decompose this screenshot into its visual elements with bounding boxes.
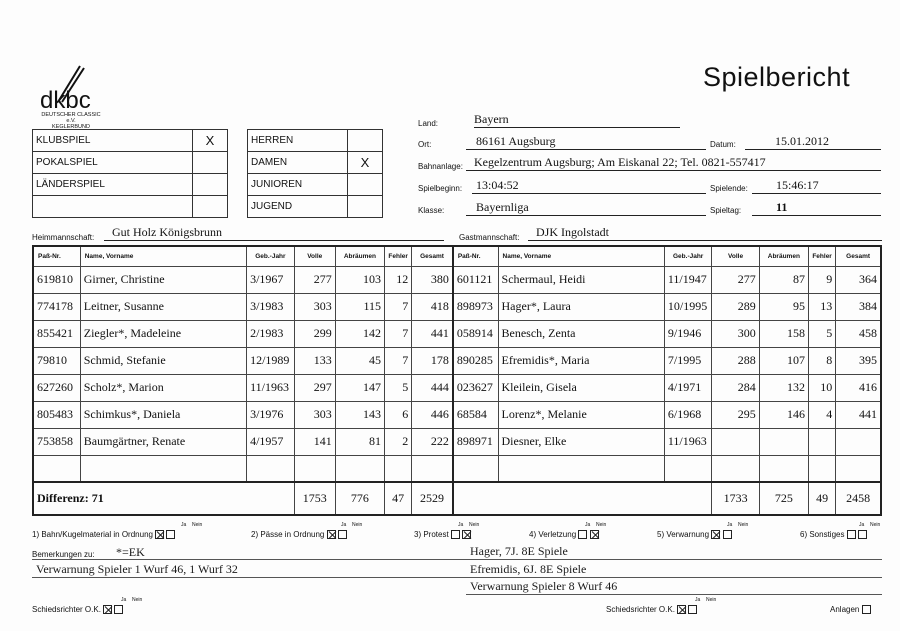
game-type-row xyxy=(33,152,228,174)
home-volle-cell xyxy=(294,455,335,482)
home-total-ges: 2529 xyxy=(412,482,453,515)
land-label: Land: xyxy=(418,119,439,128)
guest-nr-cell: 601121 xyxy=(453,266,498,293)
column-header: Paß-Nr. xyxy=(33,246,80,266)
home-feh-cell xyxy=(385,455,412,482)
beginn-value: 13:04:52 xyxy=(472,178,706,194)
guest-volle-cell: 289 xyxy=(712,293,759,320)
guest-total-ges: 2458 xyxy=(836,482,881,515)
guest-geb-cell: 10/1995 xyxy=(664,293,712,320)
guest-total-feh: 49 xyxy=(808,482,835,515)
category-label: DAMEN xyxy=(248,152,348,174)
spieltag-label: Spieltag: xyxy=(710,206,742,215)
referee-left-ja-box[interactable] xyxy=(103,605,112,614)
home-feh-cell: 2 xyxy=(385,428,412,455)
guest-feh-cell: 10 xyxy=(808,374,835,401)
home-geb-cell: 2/1983 xyxy=(247,320,295,347)
column-header: Volle xyxy=(294,246,335,266)
home-abr-cell: 45 xyxy=(335,347,384,374)
check-1-nein-box[interactable] xyxy=(166,530,175,539)
remark-verwarnung-1: Verwarnung Spieler 1 Wurf 46, 1 Wurf 32 xyxy=(32,562,882,578)
ende-label: Spielende: xyxy=(710,184,748,193)
check-6-ja-box[interactable] xyxy=(847,530,856,539)
home-geb-cell: 4/1957 xyxy=(247,428,295,455)
remark-efremidis: Efremidis, 6J. 8E Spiele xyxy=(470,562,587,576)
check-1: 1) Bahn/Kugelmaterial in Ordnung Ja Nein xyxy=(32,522,203,539)
home-nr-cell: 805483 xyxy=(33,401,80,428)
table-row xyxy=(33,428,881,455)
klasse-value: Bayernliga xyxy=(466,200,706,216)
home-geb-cell: 11/1963 xyxy=(247,374,295,401)
home-feh-cell: 5 xyxy=(385,374,412,401)
guest-name-cell: Kleilein, Gisela xyxy=(498,374,664,401)
guest-feh-cell: 5 xyxy=(808,320,835,347)
home-geb-cell xyxy=(247,455,295,482)
home-name-cell: Schimkus*, Daniela xyxy=(80,401,246,428)
home-nr-cell: 627260 xyxy=(33,374,80,401)
home-abr-cell: 142 xyxy=(335,320,384,347)
page-title: Spielbericht xyxy=(703,62,851,92)
home-feh-cell: 7 xyxy=(385,320,412,347)
guest-volle-cell xyxy=(712,428,759,455)
home-name-cell: Scholz*, Marion xyxy=(80,374,246,401)
check-4: 4) Verletzung Ja Nein xyxy=(529,522,607,539)
guest-name-cell: Diesner, Elke xyxy=(498,428,664,455)
home-abr-cell: 81 xyxy=(335,428,384,455)
check-4-nein-box[interactable] xyxy=(590,530,599,539)
home-geb-cell: 3/1967 xyxy=(247,266,295,293)
guest-nr-cell: 023627 xyxy=(453,374,498,401)
guest-nr-cell: 058914 xyxy=(453,320,498,347)
header-row xyxy=(33,246,881,266)
guest-volle-cell: 300 xyxy=(712,320,759,347)
table-row xyxy=(33,347,881,374)
category-mark[interactable] xyxy=(348,174,383,196)
home-abr-cell: 143 xyxy=(335,401,384,428)
remark-ek: *=EK xyxy=(116,545,145,559)
remark-verwarnung-2: Verwarnung Spieler 8 Wurf 46 xyxy=(466,579,882,595)
guest-abr-cell: 95 xyxy=(759,293,808,320)
check-2-nein-box[interactable] xyxy=(338,530,347,539)
guest-geb-cell: 7/1995 xyxy=(664,347,712,374)
table-row xyxy=(33,266,881,293)
guest-feh-cell: 4 xyxy=(808,401,835,428)
guest-nr-cell: 890285 xyxy=(453,347,498,374)
home-feh-cell: 6 xyxy=(385,401,412,428)
beginn-label: Spielbeginn: xyxy=(418,184,463,193)
guest-name-cell: Hager*, Laura xyxy=(498,293,664,320)
home-volle-cell: 303 xyxy=(294,293,335,320)
guest-team-label: Gastmannschaft: xyxy=(459,233,520,242)
results-table xyxy=(32,245,882,516)
guest-abr-cell: 87 xyxy=(759,266,808,293)
home-ges-cell xyxy=(412,455,453,482)
datum-label: Datum: xyxy=(710,140,736,149)
guest-geb-cell: 11/1947 xyxy=(664,266,712,293)
home-feh-cell: 7 xyxy=(385,347,412,374)
home-geb-cell: 12/1989 xyxy=(247,347,295,374)
guest-name-cell xyxy=(498,455,664,482)
home-abr-cell: 115 xyxy=(335,293,384,320)
guest-total-spacer xyxy=(453,482,712,515)
home-name-cell: Ziegler*, Madeleine xyxy=(80,320,246,347)
home-ges-cell: 418 xyxy=(412,293,453,320)
check-1-ja-box[interactable] xyxy=(155,530,164,539)
datum-value: 15.01.2012 xyxy=(745,134,881,150)
guest-abr-cell: 146 xyxy=(759,401,808,428)
home-name-cell: Girner, Christine xyxy=(80,266,246,293)
check-6-nein-box[interactable] xyxy=(858,530,867,539)
guest-feh-cell xyxy=(808,428,835,455)
referee-check-left: Schiedsrichter O.K. Ja Nein xyxy=(32,597,143,614)
home-total-feh: 47 xyxy=(385,482,412,515)
check-4-ja-box[interactable] xyxy=(578,530,587,539)
game-type-table xyxy=(32,129,228,218)
home-feh-cell: 7 xyxy=(385,293,412,320)
guest-ges-cell: 458 xyxy=(836,320,881,347)
home-total-abr: 776 xyxy=(335,482,384,515)
home-team-name: Gut Holz Königsbrunn xyxy=(104,225,444,241)
guest-name-cell: Benesch, Zenta xyxy=(498,320,664,347)
game-type-row xyxy=(33,130,228,152)
guest-volle-cell: 288 xyxy=(712,347,759,374)
check-5-ja-box[interactable] xyxy=(711,530,720,539)
guest-volle-cell: 295 xyxy=(712,401,759,428)
game-type-mark[interactable] xyxy=(193,152,228,174)
home-ges-cell: 380 xyxy=(412,266,453,293)
category-label: JUNIOREN xyxy=(248,174,348,196)
column-header: Gesamt xyxy=(836,246,881,266)
game-type-row xyxy=(33,174,228,196)
ende-value: 15:46:17 xyxy=(752,178,881,194)
column-header: Paß-Nr. xyxy=(453,246,498,266)
guest-geb-cell xyxy=(664,455,712,482)
home-abr-cell: 147 xyxy=(335,374,384,401)
game-type-mark[interactable] xyxy=(193,174,228,196)
guest-name-cell: Schermaul, Heidi xyxy=(498,266,664,293)
guest-name-cell: Efremidis*, Maria xyxy=(498,347,664,374)
home-volle-cell: 277 xyxy=(294,266,335,293)
category-row xyxy=(248,196,383,218)
category-row xyxy=(248,152,383,174)
guest-ges-cell: 384 xyxy=(836,293,881,320)
game-type-label xyxy=(33,196,193,218)
referee-check-right: Schiedsrichter O.K. Ja Nein xyxy=(606,597,717,614)
totals-row xyxy=(33,482,881,515)
home-geb-cell: 3/1983 xyxy=(247,293,295,320)
check-6: 6) Sonstiges Ja Nein xyxy=(800,522,881,539)
column-header: Abräumen xyxy=(759,246,808,266)
category-row xyxy=(248,130,383,152)
referee-left-nein-box[interactable] xyxy=(114,605,123,614)
guest-nr-cell: 898971 xyxy=(453,428,498,455)
category-mark[interactable]: X xyxy=(348,152,383,174)
home-nr-cell xyxy=(33,455,80,482)
ort-value: 86161 Augsburg xyxy=(466,134,706,150)
check-5: 5) Verwarnung Ja Nein xyxy=(657,522,749,539)
category-table xyxy=(247,129,383,218)
check-3-ja-box[interactable] xyxy=(451,530,460,539)
referee-right-nein-box[interactable] xyxy=(688,605,697,614)
column-header: Geb.-Jahr xyxy=(247,246,295,266)
guest-team-name: DJK Ingolstadt xyxy=(528,225,882,241)
home-abr-cell: 103 xyxy=(335,266,384,293)
guest-abr-cell xyxy=(759,428,808,455)
guest-ges-cell: 364 xyxy=(836,266,881,293)
guest-abr-cell: 158 xyxy=(759,320,808,347)
guest-volle-cell xyxy=(712,455,759,482)
table-row xyxy=(33,320,881,347)
remarks-label: Bemerkungen zu: xyxy=(32,550,95,559)
guest-abr-cell xyxy=(759,455,808,482)
guest-nr-cell: 898973 xyxy=(453,293,498,320)
home-name-cell: Schmid, Stefanie xyxy=(80,347,246,374)
guest-ges-cell xyxy=(836,428,881,455)
category-label: HERREN xyxy=(248,130,348,152)
home-ges-cell: 441 xyxy=(412,320,453,347)
table-row xyxy=(33,293,881,320)
home-total-volle: 1753 xyxy=(294,482,335,515)
column-header: Abräumen xyxy=(335,246,384,266)
guest-geb-cell: 6/1968 xyxy=(664,401,712,428)
check-5-nein-box[interactable] xyxy=(723,530,732,539)
guest-ges-cell: 441 xyxy=(836,401,881,428)
spieltag-value: 11 xyxy=(752,200,881,216)
home-name-cell: Leitner, Susanne xyxy=(80,293,246,320)
guest-total-volle: 1733 xyxy=(712,482,759,515)
guest-volle-cell: 284 xyxy=(712,374,759,401)
guest-ges-cell xyxy=(836,455,881,482)
guest-total-abr: 725 xyxy=(759,482,808,515)
check-2-ja-box[interactable] xyxy=(327,530,336,539)
logo-text: DEUTSCHER CLASSIC e.V. KEGLERBUND xyxy=(41,112,101,130)
home-volle-cell: 297 xyxy=(294,374,335,401)
klasse-label: Klasse: xyxy=(418,206,445,215)
home-team-label: Heimmannschaft: xyxy=(32,233,95,242)
guest-abr-cell: 107 xyxy=(759,347,808,374)
game-type-row xyxy=(33,196,228,218)
home-nr-cell: 619810 xyxy=(33,266,80,293)
check-2: 2) Pässe in Ordnung Ja Nein xyxy=(251,522,363,539)
column-header: Fehler xyxy=(385,246,412,266)
home-volle-cell: 303 xyxy=(294,401,335,428)
logo-mark: dkbc xyxy=(40,87,91,114)
home-volle-cell: 133 xyxy=(294,347,335,374)
remark-hager: Hager, 7J. 8E Spiele xyxy=(470,544,568,558)
guest-nr-cell: 68584 xyxy=(453,401,498,428)
home-volle-cell: 141 xyxy=(294,428,335,455)
difference-cell: Differenz: 71 xyxy=(33,482,294,515)
check-3: 3) Protest Ja Nein xyxy=(414,522,480,539)
guest-feh-cell xyxy=(808,455,835,482)
home-volle-cell: 299 xyxy=(294,320,335,347)
guest-nr-cell xyxy=(453,455,498,482)
home-ges-cell: 222 xyxy=(412,428,453,455)
home-nr-cell: 774178 xyxy=(33,293,80,320)
home-name-cell xyxy=(80,455,246,482)
guest-ges-cell: 395 xyxy=(836,347,881,374)
game-type-mark[interactable] xyxy=(193,196,228,218)
table-row xyxy=(33,401,881,428)
guest-volle-cell: 277 xyxy=(712,266,759,293)
referee-right-ja-box[interactable] xyxy=(677,605,686,614)
guest-ges-cell: 416 xyxy=(836,374,881,401)
column-header: Geb.-Jahr xyxy=(664,246,712,266)
ort-label: Ort: xyxy=(418,140,432,149)
home-geb-cell: 3/1976 xyxy=(247,401,295,428)
game-type-label: POKALSPIEL xyxy=(33,152,193,174)
category-mark[interactable] xyxy=(348,196,383,218)
category-label: JUGEND xyxy=(248,196,348,218)
table-row xyxy=(33,374,881,401)
guest-name-cell: Lorenz*, Melanie xyxy=(498,401,664,428)
guest-feh-cell: 9 xyxy=(808,266,835,293)
guest-geb-cell: 4/1971 xyxy=(664,374,712,401)
guest-feh-cell: 8 xyxy=(808,347,835,374)
home-nr-cell: 79810 xyxy=(33,347,80,374)
home-ges-cell: 446 xyxy=(412,401,453,428)
home-name-cell: Baumgärtner, Renate xyxy=(80,428,246,455)
guest-abr-cell: 132 xyxy=(759,374,808,401)
game-type-label: KLUBSPIEL xyxy=(33,130,193,152)
category-row xyxy=(248,174,383,196)
attachments-box[interactable] xyxy=(862,605,871,614)
check-3-nein-box[interactable] xyxy=(462,530,471,539)
home-nr-cell: 855421 xyxy=(33,320,80,347)
attachments-check: Anlagen xyxy=(830,605,871,614)
column-header: Volle xyxy=(712,246,759,266)
guest-feh-cell: 13 xyxy=(808,293,835,320)
bahn-label: Bahnanlage: xyxy=(418,162,463,171)
guest-geb-cell: 11/1963 xyxy=(664,428,712,455)
column-header: Name, Vorname xyxy=(80,246,246,266)
home-ges-cell: 178 xyxy=(412,347,453,374)
category-mark[interactable] xyxy=(348,130,383,152)
column-header: Fehler xyxy=(808,246,835,266)
bahn-value: Kegelzentrum Augsburg; Am Eiskanal 22; Tel. 0821-557417 xyxy=(466,155,881,171)
guest-geb-cell: 9/1946 xyxy=(664,320,712,347)
home-ges-cell: 444 xyxy=(412,374,453,401)
home-abr-cell xyxy=(335,455,384,482)
column-header: Gesamt xyxy=(412,246,453,266)
home-feh-cell: 12 xyxy=(385,266,412,293)
table-row xyxy=(33,455,881,482)
home-nr-cell: 753858 xyxy=(33,428,80,455)
game-type-label: LÄNDERSPIEL xyxy=(33,174,193,196)
land-value: Bayern xyxy=(474,112,680,128)
game-type-mark[interactable]: X xyxy=(193,130,228,152)
column-header: Name, Vorname xyxy=(498,246,664,266)
